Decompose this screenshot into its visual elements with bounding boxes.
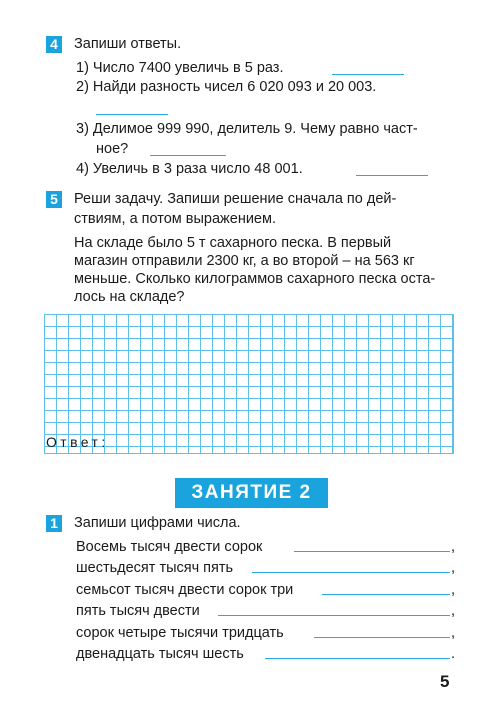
task-1-item-2: шестьдесят тысяч пять	[76, 560, 234, 576]
task-4-item-4: 4) Увеличь в 3 раза число 48 001.	[76, 161, 303, 177]
task-4-number-badge: 4	[46, 36, 62, 53]
task-5-problem-line-3: меньше. Сколько килограммов сахарного песка оста-	[74, 271, 436, 287]
task-1-item-1: Восемь тысяч двести сорок	[76, 539, 263, 555]
task-4-item-1: 1) Число 7400 увеличь в 5 раз.	[76, 60, 284, 76]
task-1-answer-line-3[interactable]	[322, 594, 450, 595]
task-1-item-4: пять тысяч двести	[76, 603, 200, 619]
page-number: 5	[440, 672, 450, 691]
answer-label: Ответ:	[46, 434, 109, 450]
task-4-answer-line-1[interactable]	[332, 74, 404, 75]
task-1-title: Запиши цифрами числа.	[74, 515, 241, 531]
task-4-answer-line-4[interactable]	[356, 175, 428, 176]
task-1-answer-line-4[interactable]	[218, 615, 450, 616]
task-1-item-3: семьсот тысяч двести сорок три	[76, 582, 294, 598]
task-5-instruction-line-1: Реши задачу. Запиши решение сначала по дей-	[74, 191, 397, 207]
task-1-separator-5: ,	[451, 625, 456, 641]
task-1-item-5: сорок четыре тысячи тридцать	[76, 625, 284, 641]
task-1-number-badge: 1	[46, 515, 62, 532]
solution-grid[interactable]	[44, 314, 454, 454]
task-1-item-6: двенадцать тысяч шесть	[76, 646, 244, 662]
task-4-answer-line-3[interactable]	[150, 155, 226, 156]
task-4-item-3-continuation: ное?	[96, 141, 129, 157]
task-5-number-badge: 5	[46, 191, 62, 208]
task-4-item-3: 3) Делимое 999 990, делитель 9. Чему равно част-	[76, 121, 418, 137]
task-5-problem-line-4: лось на складе?	[74, 289, 185, 305]
task-1-separator-4: ,	[451, 603, 456, 619]
task-1-separator-2: ,	[451, 560, 456, 576]
task-1-answer-line-1[interactable]	[294, 551, 450, 552]
task-1-separator-1: ,	[451, 539, 456, 555]
task-5-instruction-line-2: ствиям, а потом выражением.	[74, 211, 276, 227]
task-1-separator-6: .	[451, 646, 456, 662]
task-4-answer-line-2[interactable]	[96, 114, 168, 115]
task-5-problem-line-1: На складе было 5 т сахарного песка. В первый	[74, 235, 392, 251]
lesson-banner: ЗАНЯТИЕ 2	[175, 478, 328, 508]
task-1-separator-3: ,	[451, 582, 456, 598]
task-5-problem-line-2: магазин отправили 2300 кг, а во второй – на 563 кг	[74, 253, 415, 269]
task-4-item-2: 2) Найди разность чисел 6 020 093 и 20 003.	[76, 79, 377, 95]
task-4-title: Запиши ответы.	[74, 36, 182, 52]
task-1-answer-line-6[interactable]	[265, 658, 450, 659]
task-1-answer-line-2[interactable]	[252, 572, 450, 573]
task-1-answer-line-5[interactable]	[314, 637, 450, 638]
